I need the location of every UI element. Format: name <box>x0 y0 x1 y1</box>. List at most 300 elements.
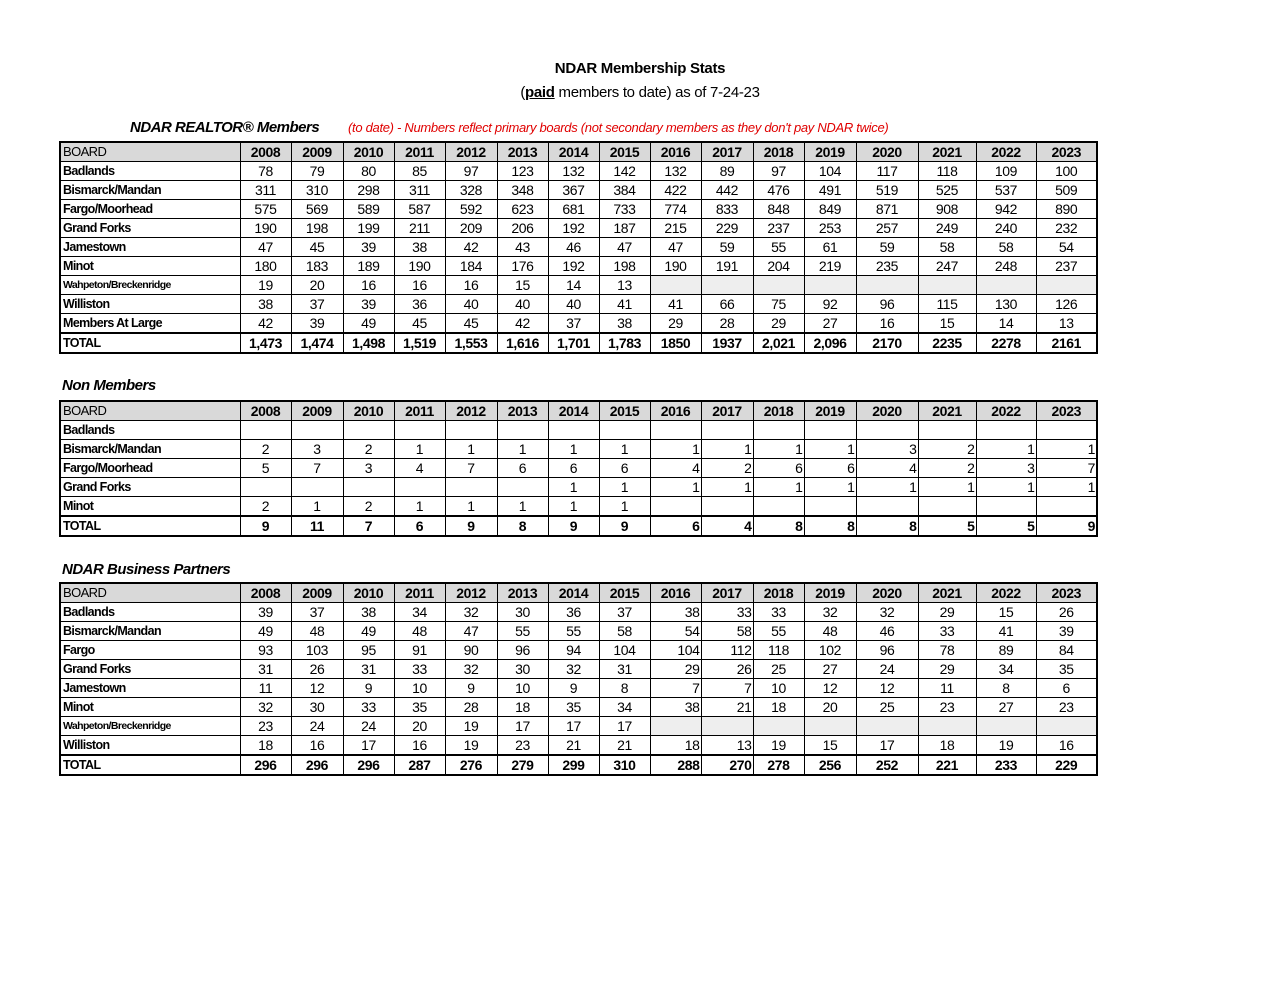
value-cell: 276 <box>445 755 497 775</box>
value-cell: 9 <box>548 516 599 536</box>
value-cell: 1 <box>650 440 701 459</box>
value-cell: 310 <box>599 755 650 775</box>
value-cell: 491 <box>804 181 856 200</box>
table-row <box>60 257 1097 276</box>
value-cell: 37 <box>599 603 650 622</box>
value-cell: 97 <box>445 162 497 181</box>
value-cell: 9 <box>343 679 394 698</box>
value-cell: 1,473 <box>240 333 291 353</box>
value-cell: 1 <box>497 497 548 517</box>
value-cell: 28 <box>445 698 497 717</box>
value-cell: 18 <box>240 736 291 756</box>
board-name-cell: Grand Forks <box>60 660 240 679</box>
value-cell: 367 <box>548 181 599 200</box>
table-row <box>60 421 1097 440</box>
value-cell: 311 <box>394 181 445 200</box>
value-cell: 102 <box>804 641 856 660</box>
value-cell: 1 <box>599 497 650 517</box>
value-cell <box>701 497 753 517</box>
value-cell: 46 <box>548 238 599 257</box>
board-name-cell: Jamestown <box>60 679 240 698</box>
value-cell: 2235 <box>918 333 976 353</box>
value-cell: 11 <box>918 679 976 698</box>
value-cell: 85 <box>394 162 445 181</box>
value-cell: 8 <box>856 516 918 536</box>
column-header-year: 2014 <box>548 401 599 421</box>
value-cell: 8 <box>804 516 856 536</box>
value-cell: 47 <box>445 622 497 641</box>
column-header-year: 2014 <box>548 583 599 603</box>
value-cell: 1 <box>548 440 599 459</box>
value-cell: 48 <box>804 622 856 641</box>
board-name-cell: Williston <box>60 295 240 314</box>
value-cell: 19 <box>445 736 497 756</box>
value-cell: 1 <box>497 440 548 459</box>
value-cell: 7 <box>291 459 343 478</box>
value-cell: 4 <box>701 516 753 536</box>
column-header-year: 2013 <box>497 583 548 603</box>
value-cell: 1 <box>804 440 856 459</box>
value-cell <box>804 717 856 736</box>
value-cell: 118 <box>753 641 804 660</box>
value-cell <box>856 421 918 440</box>
value-cell: 19 <box>445 717 497 736</box>
value-cell: 2 <box>918 459 976 478</box>
column-header-board: BOARD <box>60 401 240 421</box>
value-cell: 47 <box>599 238 650 257</box>
value-cell: 1 <box>1036 478 1097 497</box>
realtor-members-table <box>59 141 1098 354</box>
column-header-year: 2018 <box>753 142 804 162</box>
value-cell: 310 <box>291 181 343 200</box>
value-cell: 49 <box>240 622 291 641</box>
value-cell: 1,783 <box>599 333 650 353</box>
value-cell: 30 <box>291 698 343 717</box>
column-header-year: 2016 <box>650 142 701 162</box>
table-row <box>60 440 1097 459</box>
value-cell: 29 <box>650 660 701 679</box>
value-cell: 299 <box>548 755 599 775</box>
board-name-cell: Members At Large <box>60 314 240 334</box>
value-cell: 13 <box>599 276 650 295</box>
value-cell: 17 <box>497 717 548 736</box>
value-cell: 2 <box>343 440 394 459</box>
value-cell: 229 <box>1036 755 1097 775</box>
value-cell: 19 <box>240 276 291 295</box>
value-cell: 78 <box>918 641 976 660</box>
column-header-year: 2021 <box>918 142 976 162</box>
value-cell: 16 <box>394 736 445 756</box>
value-cell: 38 <box>599 314 650 334</box>
board-name-cell: Badlands <box>60 162 240 181</box>
value-cell: 5 <box>976 516 1036 536</box>
value-cell <box>976 276 1036 295</box>
value-cell: 58 <box>701 622 753 641</box>
value-cell: 38 <box>240 295 291 314</box>
value-cell: 79 <box>291 162 343 181</box>
value-cell: 104 <box>804 162 856 181</box>
value-cell: 31 <box>343 660 394 679</box>
value-cell: 1 <box>599 478 650 497</box>
board-name-cell: TOTAL <box>60 333 240 353</box>
value-cell: 6 <box>599 459 650 478</box>
value-cell: 84 <box>1036 641 1097 660</box>
value-cell: 184 <box>445 257 497 276</box>
value-cell: 7 <box>1036 459 1097 478</box>
column-header-year: 2019 <box>804 401 856 421</box>
paid-emphasis: paid <box>525 84 555 101</box>
value-cell <box>976 497 1036 517</box>
value-cell: 1 <box>753 440 804 459</box>
value-cell: 1 <box>445 497 497 517</box>
value-cell: 32 <box>445 603 497 622</box>
value-cell: 190 <box>240 219 291 238</box>
value-cell: 257 <box>856 219 918 238</box>
value-cell: 95 <box>343 641 394 660</box>
value-cell: 16 <box>445 276 497 295</box>
header-row <box>60 583 1097 603</box>
column-header-year: 2013 <box>497 142 548 162</box>
business-partners-heading: NDAR Business Partners <box>62 561 231 578</box>
value-cell: 43 <box>497 238 548 257</box>
column-header-year: 2020 <box>856 583 918 603</box>
non-members-heading: Non Members <box>62 377 156 394</box>
value-cell: 23 <box>918 698 976 717</box>
page-title: NDAR Membership Stats <box>554 60 726 77</box>
value-cell <box>343 478 394 497</box>
header-row <box>60 401 1097 421</box>
value-cell <box>599 421 650 440</box>
board-name-cell: Badlands <box>60 603 240 622</box>
value-cell: 296 <box>343 755 394 775</box>
column-header-year: 2022 <box>976 142 1036 162</box>
value-cell: 142 <box>599 162 650 181</box>
table-row <box>60 717 1097 736</box>
value-cell: 908 <box>918 200 976 219</box>
value-cell: 15 <box>497 276 548 295</box>
value-cell: 279 <box>497 755 548 775</box>
value-cell: 48 <box>291 622 343 641</box>
column-header-year: 2022 <box>976 401 1036 421</box>
value-cell: 42 <box>240 314 291 334</box>
value-cell: 38 <box>394 238 445 257</box>
value-cell: 33 <box>394 660 445 679</box>
value-cell <box>918 717 976 736</box>
value-cell <box>753 717 804 736</box>
value-cell <box>394 421 445 440</box>
column-header-year: 2023 <box>1036 142 1097 162</box>
value-cell: 198 <box>291 219 343 238</box>
value-cell: 233 <box>976 755 1036 775</box>
value-cell: 42 <box>497 314 548 334</box>
value-cell: 75 <box>753 295 804 314</box>
value-cell: 38 <box>650 698 701 717</box>
value-cell: 20 <box>394 717 445 736</box>
value-cell: 16 <box>291 736 343 756</box>
board-name-cell: Wahpeton/Breckenridge <box>60 276 240 295</box>
value-cell: 890 <box>1036 200 1097 219</box>
value-cell: 11 <box>240 679 291 698</box>
table-row <box>60 200 1097 219</box>
value-cell: 47 <box>650 238 701 257</box>
value-cell: 33 <box>753 603 804 622</box>
value-cell: 54 <box>1036 238 1097 257</box>
value-cell: 8 <box>599 679 650 698</box>
value-cell: 733 <box>599 200 650 219</box>
value-cell <box>650 421 701 440</box>
value-cell: 1937 <box>701 333 753 353</box>
value-cell: 6 <box>804 459 856 478</box>
value-cell: 2,096 <box>804 333 856 353</box>
value-cell: 7 <box>701 679 753 698</box>
value-cell: 288 <box>650 755 701 775</box>
value-cell: 49 <box>343 622 394 641</box>
value-cell: 253 <box>804 219 856 238</box>
value-cell: 18 <box>497 698 548 717</box>
value-cell: 252 <box>856 755 918 775</box>
realtor-members-note: (to date) - Numbers reflect primary boards (not secondary members as they don't pay NDAR twice) <box>348 120 889 135</box>
value-cell: 10 <box>753 679 804 698</box>
value-cell: 1 <box>976 478 1036 497</box>
value-cell: 9 <box>445 516 497 536</box>
value-cell: 1 <box>701 440 753 459</box>
value-cell: 235 <box>856 257 918 276</box>
value-cell: 40 <box>548 295 599 314</box>
value-cell: 29 <box>918 603 976 622</box>
value-cell: 24 <box>291 717 343 736</box>
value-cell: 55 <box>497 622 548 641</box>
value-cell: 103 <box>291 641 343 660</box>
table-row <box>60 181 1097 200</box>
value-cell <box>804 276 856 295</box>
column-header-year: 2009 <box>291 142 343 162</box>
table-row <box>60 679 1097 698</box>
column-header-year: 2008 <box>240 142 291 162</box>
value-cell: 1 <box>445 440 497 459</box>
value-cell <box>497 478 548 497</box>
column-header-year: 2021 <box>918 401 976 421</box>
value-cell: 192 <box>548 219 599 238</box>
value-cell: 1,474 <box>291 333 343 353</box>
value-cell: 27 <box>976 698 1036 717</box>
value-cell: 58 <box>599 622 650 641</box>
value-cell: 328 <box>445 181 497 200</box>
value-cell: 32 <box>445 660 497 679</box>
value-cell: 20 <box>804 698 856 717</box>
value-cell: 26 <box>701 660 753 679</box>
value-cell: 58 <box>976 238 1036 257</box>
value-cell: 61 <box>804 238 856 257</box>
value-cell <box>1036 717 1097 736</box>
value-cell: 9 <box>548 679 599 698</box>
board-name-cell: Williston <box>60 736 240 756</box>
value-cell: 190 <box>650 257 701 276</box>
value-cell: 2161 <box>1036 333 1097 353</box>
value-cell: 1 <box>1036 440 1097 459</box>
value-cell: 1 <box>753 478 804 497</box>
value-cell: 249 <box>918 219 976 238</box>
column-header-year: 2019 <box>804 142 856 162</box>
value-cell: 47 <box>240 238 291 257</box>
value-cell: 1,519 <box>394 333 445 353</box>
column-header-year: 2011 <box>394 583 445 603</box>
realtor-members-heading: NDAR REALTOR® Members <box>130 119 320 136</box>
value-cell: 21 <box>599 736 650 756</box>
value-cell: 25 <box>856 698 918 717</box>
value-cell: 287 <box>394 755 445 775</box>
table-row <box>60 295 1097 314</box>
value-cell: 38 <box>650 603 701 622</box>
header-row <box>60 142 1097 162</box>
value-cell: 21 <box>701 698 753 717</box>
value-cell: 29 <box>753 314 804 334</box>
value-cell: 6 <box>548 459 599 478</box>
value-cell: 37 <box>548 314 599 334</box>
value-cell: 45 <box>394 314 445 334</box>
value-cell: 2278 <box>976 333 1036 353</box>
value-cell: 34 <box>976 660 1036 679</box>
value-cell <box>291 421 343 440</box>
board-name-cell: Bismarck/Mandan <box>60 440 240 459</box>
column-header-year: 2013 <box>497 401 548 421</box>
value-cell: 311 <box>240 181 291 200</box>
value-cell <box>701 421 753 440</box>
value-cell: 24 <box>856 660 918 679</box>
value-cell: 28 <box>701 314 753 334</box>
value-cell: 13 <box>701 736 753 756</box>
value-cell: 18 <box>918 736 976 756</box>
value-cell <box>856 497 918 517</box>
value-cell: 118 <box>918 162 976 181</box>
value-cell: 12 <box>856 679 918 698</box>
board-name-cell: Grand Forks <box>60 478 240 497</box>
value-cell: 7 <box>445 459 497 478</box>
value-cell <box>701 717 753 736</box>
value-cell: 45 <box>445 314 497 334</box>
column-header-year: 2023 <box>1036 401 1097 421</box>
value-cell <box>918 276 976 295</box>
value-cell: 1 <box>548 497 599 517</box>
value-cell: 229 <box>701 219 753 238</box>
board-name-cell: Fargo/Moorhead <box>60 459 240 478</box>
value-cell: 9 <box>445 679 497 698</box>
value-cell: 8 <box>497 516 548 536</box>
board-name-cell: TOTAL <box>60 516 240 536</box>
value-cell: 209 <box>445 219 497 238</box>
value-cell: 115 <box>918 295 976 314</box>
value-cell: 575 <box>240 200 291 219</box>
board-name-cell: Wahpeton/Breckenridge <box>60 717 240 736</box>
value-cell: 1 <box>650 478 701 497</box>
value-cell: 256 <box>804 755 856 775</box>
value-cell: 1 <box>701 478 753 497</box>
value-cell: 89 <box>701 162 753 181</box>
value-cell: 592 <box>445 200 497 219</box>
value-cell: 525 <box>918 181 976 200</box>
value-cell: 39 <box>1036 622 1097 641</box>
value-cell: 296 <box>240 755 291 775</box>
table-row <box>60 314 1097 334</box>
board-name-cell: Fargo/Moorhead <box>60 200 240 219</box>
value-cell: 2 <box>240 497 291 517</box>
value-cell: 39 <box>343 238 394 257</box>
value-cell: 942 <box>976 200 1036 219</box>
total-row <box>60 755 1097 775</box>
value-cell: 2 <box>918 440 976 459</box>
value-cell: 681 <box>548 200 599 219</box>
value-cell: 5 <box>918 516 976 536</box>
value-cell: 569 <box>291 200 343 219</box>
value-cell: 96 <box>856 295 918 314</box>
table-row <box>60 603 1097 622</box>
column-header-year: 2010 <box>343 142 394 162</box>
total-row <box>60 333 1097 353</box>
value-cell: 7 <box>650 679 701 698</box>
value-cell: 96 <box>497 641 548 660</box>
column-header-year: 2020 <box>856 401 918 421</box>
board-name-cell: Bismarck/Mandan <box>60 622 240 641</box>
value-cell: 104 <box>599 641 650 660</box>
non-members-table <box>59 400 1098 537</box>
value-cell <box>497 421 548 440</box>
value-cell: 10 <box>394 679 445 698</box>
column-header-year: 2009 <box>291 583 343 603</box>
value-cell: 45 <box>291 238 343 257</box>
value-cell: 35 <box>394 698 445 717</box>
column-header-year: 2022 <box>976 583 1036 603</box>
value-cell: 2 <box>701 459 753 478</box>
column-header-year: 2008 <box>240 583 291 603</box>
column-header-year: 2010 <box>343 583 394 603</box>
value-cell: 9 <box>240 516 291 536</box>
value-cell: 17 <box>599 717 650 736</box>
value-cell: 2,021 <box>753 333 804 353</box>
value-cell: 1 <box>394 440 445 459</box>
value-cell: 519 <box>856 181 918 200</box>
column-header-year: 2020 <box>856 142 918 162</box>
value-cell: 19 <box>976 736 1036 756</box>
value-cell: 204 <box>753 257 804 276</box>
value-cell: 4 <box>650 459 701 478</box>
value-cell: 1850 <box>650 333 701 353</box>
value-cell: 8 <box>753 516 804 536</box>
value-cell: 15 <box>976 603 1036 622</box>
value-cell: 10 <box>497 679 548 698</box>
value-cell: 442 <box>701 181 753 200</box>
page-subtitle: (paid members to date) as of 7-24-23 <box>520 84 760 101</box>
value-cell: 232 <box>1036 219 1097 238</box>
value-cell: 9 <box>599 516 650 536</box>
value-cell: 14 <box>548 276 599 295</box>
value-cell: 3 <box>343 459 394 478</box>
value-cell: 3 <box>291 440 343 459</box>
value-cell: 1 <box>291 497 343 517</box>
column-header-year: 2015 <box>599 583 650 603</box>
value-cell: 6 <box>1036 679 1097 698</box>
value-cell: 32 <box>856 603 918 622</box>
value-cell <box>918 497 976 517</box>
table-row <box>60 238 1097 257</box>
value-cell: 3 <box>976 459 1036 478</box>
value-cell: 39 <box>291 314 343 334</box>
value-cell: 35 <box>548 698 599 717</box>
value-cell: 126 <box>1036 295 1097 314</box>
value-cell: 130 <box>976 295 1036 314</box>
value-cell: 109 <box>976 162 1036 181</box>
value-cell: 849 <box>804 200 856 219</box>
value-cell: 104 <box>650 641 701 660</box>
value-cell: 58 <box>918 238 976 257</box>
